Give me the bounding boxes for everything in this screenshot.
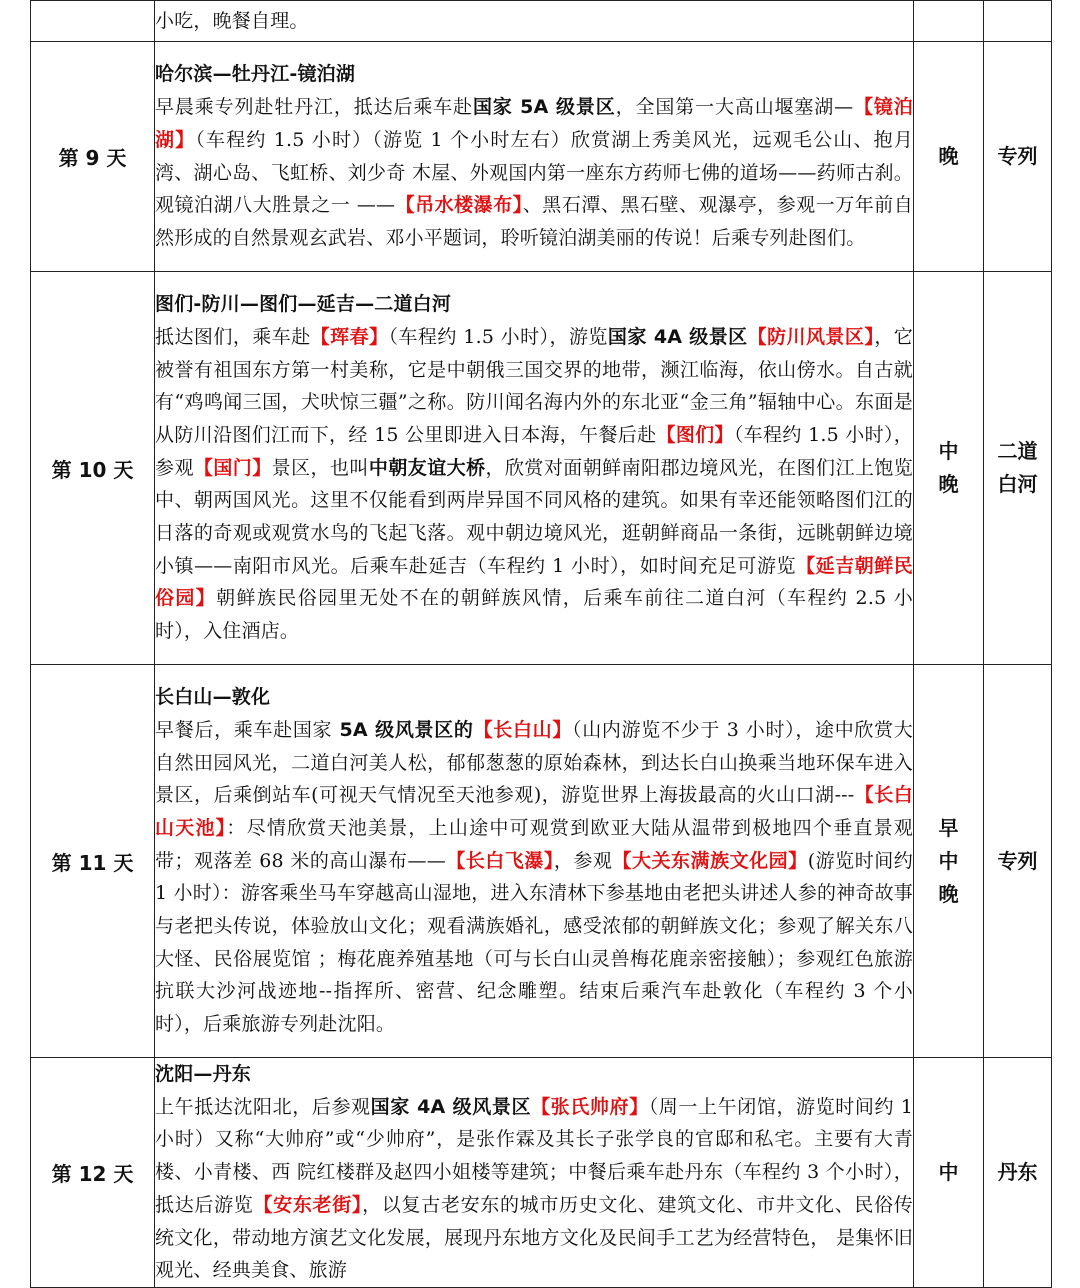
accommodation-cell <box>984 42 1052 272</box>
route-title: 哈尔滨—牡丹江-镜泊湖 <box>155 63 356 86</box>
route-title: 沈阳—丹东 <box>155 1063 252 1085</box>
itinerary-table <box>30 0 1052 1288</box>
description-text: 早晨乘专列赴牡丹江，抵达后乘车赴 <box>155 96 473 119</box>
itinerary-row <box>31 42 1052 272</box>
meal-cell: 中 <box>914 1058 984 1288</box>
description-text: ，参观 <box>553 849 613 872</box>
description-text: 抵达图们，乘车赴 <box>155 325 311 348</box>
accommodation-text: 专列 <box>997 144 1038 168</box>
bold-text: 5A 级风景区的 <box>332 718 474 741</box>
accommodation-cell <box>984 272 1052 665</box>
attraction-highlight: 【安东老街】 <box>253 1193 363 1216</box>
description-text: 朝鲜族民俗园里无处不在的朝鲜族风情，后乘车前往二道白河（车程约 2.5 小时），入住酒店。 <box>155 587 913 643</box>
itinerary-row <box>31 665 1052 1058</box>
description-text: (游览时间约 1 小时）：游客乘坐马车穿越高山湿地，进入东清林下参基地由老把头讲述人参的神奇故事与老把头传说，体验放山文化；观看满族婚礼，感受浓郁的朝鲜族文化；参观了解关东八大怪、民俗展览馆 ；梅花鹿养殖基地（可与长白山灵兽梅花鹿亲密接触）；参观红色旅游抗联大沙河战迹地--指挥所、密营、纪念雕塑。结束后乘汽车赴敦化（车程约 3 个小时），后乘旅游专列赴沈阳。 <box>155 849 913 1036</box>
bold-text: 国家 5A 级景区 <box>472 96 616 119</box>
day-cell: 第 10 天 <box>31 272 155 665</box>
bold-text: 国家 4A 级风景区 <box>370 1095 532 1118</box>
accommodation-cell: 丹东 <box>984 1058 1052 1288</box>
description-cell <box>155 272 914 665</box>
description-text: ：尽情欣赏天池美景，上山途中可观赏到欧亚大陆从温带到极地四个垂直景观带；观落差 68 米的高山瀑布—— <box>155 816 913 872</box>
day-cell: 第 12 天 <box>31 1058 155 1288</box>
meal-cell <box>914 1 984 42</box>
description-cell <box>155 1 914 42</box>
accommodation-cell <box>984 1 1052 42</box>
bold-text: 中朝友谊大桥 <box>368 456 486 479</box>
description-text: ，欣赏对面朝鲜南阳郡边境风光，在图们江上饱览中、朝两国风光。这里不仅能看到两岸异国不同风格的建筑。如果有幸还能领略图们江的日落的奇观或观赏水鸟的飞起飞落。观中朝边境风光，逛朝鲜商品一条街，远眺朝鲜边境小镇——南阳市风光。后乘车赴延吉（车程约 1 小时），如时间充足可游览 <box>155 456 913 577</box>
itinerary-row <box>31 1058 1052 1288</box>
description-text: ，全国第一大高山堰塞湖— <box>615 96 854 119</box>
meal-text: 中晚 <box>938 439 959 496</box>
accommodation-cell <box>984 665 1052 1058</box>
attraction-highlight: 【长白飞瀑】 <box>445 849 554 872</box>
description-text: 景区，也叫 <box>271 456 369 479</box>
day-cell <box>31 1 155 42</box>
itinerary-row <box>31 1 1052 42</box>
day-cell: 第 11 天 <box>31 665 155 1058</box>
description-text: 、黑石潭、黑石壁、观瀑亭，参观一万年前自然形成的自然景观玄武岩、邓小平题词，聆听镜泊湖美丽的传说！后乘专列赴图们。 <box>155 194 914 249</box>
attraction-highlight: 【吊水楼瀑布】 <box>395 194 523 217</box>
attraction-highlight: 【长白山】 <box>473 718 573 741</box>
description-text: （周一上午闭馆，游览时间约 1 小时）又称“大帅府”或“少帅府”，是张作霖及其长子张学良的官邸和私宅。主要有大青楼、小青楼、西 院红楼群及赵四小姐楼等建筑；中餐后乘车赴丹东（车程约 3 个小时），抵达后游览 <box>155 1095 914 1216</box>
attraction-highlight: 【珲春】 <box>310 325 389 348</box>
description-text: （车程约 1.5 小时），游览 <box>388 325 608 348</box>
description-text: （车程约 1.5 小时）（游览 1 个小时左右）欣赏湖上秀美风光，远观毛公山、抱月湾、湖心岛、飞虹桥、刘少奇 木屋、外观国内第一座东方药师七佛的道场——药师古刹。观镜泊湖八大胜景之一 —— <box>155 128 913 217</box>
description-text: 上午抵达沈阳北，后参观 <box>155 1095 371 1118</box>
route-title: 图们-防川—图们—延吉—二道白河 <box>155 293 452 316</box>
description-text: ，以复古老安东的城市历史文化、建筑文化、市井文化、民俗传统文化，带动地方演艺文化发展，展现丹东地方文化及民间手工艺为经营特色， 是集怀旧观光、经典美食、旅游 <box>155 1193 913 1282</box>
description-text: 小吃，晚餐自理。 <box>155 9 309 32</box>
bold-text: 国家 4A 级景区 <box>607 325 748 348</box>
attraction-highlight: 【防川风景区】 <box>747 325 875 348</box>
day-cell: 第 9 天 <box>31 42 155 272</box>
description-text: 早餐后，乘车赴国家 <box>155 718 333 741</box>
attraction-highlight: 【张氏帅府】 <box>531 1095 649 1118</box>
meal-text: 早中晚 <box>938 815 959 906</box>
attraction-highlight: 【图们】 <box>656 423 734 446</box>
description-text: （山内游览不少于 3 小时），途中欣赏大自然田园风光，二道白河美人松，郁郁葱葱的原始森林，到达长白山换乘当地环保车进入景区，后乘倒站车(可视天气情况至天池参观)，游览世界上海拔最高的火山口湖--- <box>155 718 913 807</box>
attraction-highlight: 【长白山天池】 <box>155 784 913 839</box>
meal-cell <box>914 665 984 1058</box>
meal-cell <box>914 272 984 665</box>
attraction-highlight: 【延吉朝鲜民俗园】 <box>155 554 914 610</box>
accommodation-text: 专列 <box>997 848 1038 873</box>
itinerary-row <box>31 272 1052 665</box>
description-cell <box>155 665 914 1058</box>
description-cell <box>155 42 914 272</box>
route-title: 长白山—敦化 <box>155 686 271 709</box>
attraction-highlight: 【镜泊湖】 <box>155 96 913 151</box>
description-text: （车程约 1.5 小时），参观 <box>155 423 913 479</box>
attraction-highlight: 【大关东满族文化园】 <box>612 849 808 872</box>
accommodation-text: 二道白河 <box>997 439 1038 496</box>
description-cell <box>155 1058 914 1288</box>
meal-cell: 晚 <box>914 42 984 272</box>
attraction-highlight: 【国门】 <box>193 456 272 479</box>
description-text: ，它被誉有祖国东方第一村美称，它是中朝俄三国交界的地带，濒江临海，依山傍水。自古就有“鸡鸣闻三国，犬吠惊三疆”之称。防川闻名海内外的东北亚“金三角”辐轴中心。东面是从防川沿图们江而下，经 15 公里即进入日本海，午餐后赴 <box>155 325 913 446</box>
